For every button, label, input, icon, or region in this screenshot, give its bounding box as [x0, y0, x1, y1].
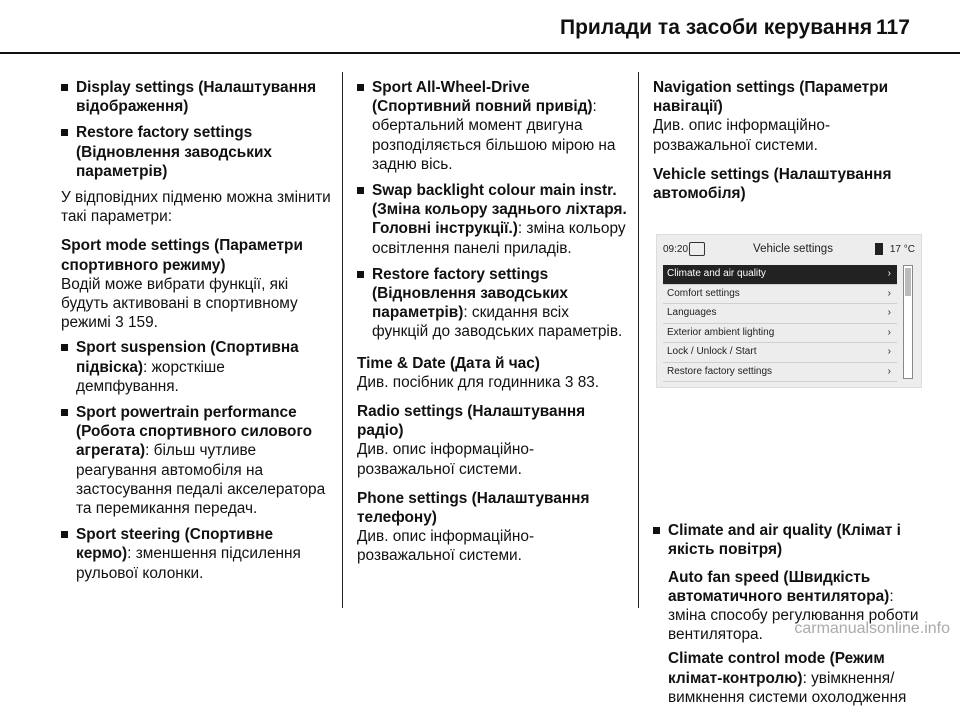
door-icon: [875, 243, 883, 255]
list-item: Sport powertrain performance (Робота спортивного силового агрегата): більш чутливе реагування автомобіля на застосування педалі акселератора та перемикання передач.: [61, 403, 331, 518]
vehicle-settings-screen: [656, 234, 922, 388]
temperature-text: 17 °C: [889, 243, 915, 255]
paragraph: Водій може вибрати функції, які будуть активовані в спортивному режимі 3 159.: [61, 275, 298, 332]
list-item: Sport suspension (Спортивна підвіска): жорсткіше демпфування.: [61, 338, 331, 396]
column-1: [61, 78, 331, 590]
sub-item: Auto fan speed (Швидкість автоматичного вентилятора): зміна способу регулювання роботи вентилятора.: [668, 568, 919, 644]
section-heading: Navigation settings (Параметри навігації): [653, 79, 889, 116]
column-divider: [342, 72, 343, 608]
column-divider: [638, 72, 639, 608]
section-heading: Radio settings (Налаштування радіо): [357, 403, 586, 440]
chevron-right-icon: ›: [887, 346, 891, 357]
column-3: [653, 78, 925, 714]
bullet-icon: [61, 84, 68, 91]
chevron-right-icon: ›: [887, 326, 891, 338]
menu-item-languages[interactable]: Languages ›: [663, 304, 897, 324]
chevron-right-icon: ›: [887, 307, 891, 318]
bullet-icon: [357, 187, 364, 194]
back-icon: [689, 242, 705, 256]
chevron-right-icon: ›: [887, 268, 891, 279]
section-heading: Phone settings (Налаштування телефону): [357, 489, 590, 527]
paragraph: Див. опис інформаційно-розважальної системи.: [653, 117, 831, 154]
menu-item-lock-unlock[interactable]: Lock / Unlock / Start ›: [663, 343, 897, 363]
list-item: Climate and air quality (Клімат і якість повітря) Auto fan speed (Швидкість автоматичного вентилятора): зміна способу регулювання роботи вентилятора. Climate control mode (Режим клімат-контролю): увімкнення/вимкнення системи охолодження: [653, 521, 925, 707]
screen-title: Vehicle settings: [753, 243, 833, 255]
list-item: Display settings (Налаштування відображення): [61, 78, 331, 116]
chevron-right-icon: ›: [887, 287, 891, 299]
paragraph: Див. опис інформаційно-розважальної системи.: [357, 528, 535, 565]
scrollbar-thumb[interactable]: [905, 268, 911, 296]
bullet-icon: [357, 271, 364, 278]
scrollbar[interactable]: [903, 265, 913, 379]
bullet-icon: [357, 84, 364, 91]
list-item: Restore factory settings (Відновлення заводських параметрів): [61, 123, 331, 181]
menu-item-exterior-lighting[interactable]: Exterior ambient lighting ›: [663, 324, 897, 344]
section-heading: Time & Date (Дата й час): [357, 354, 540, 372]
page-header-title: Прилади та засоби керування: [560, 16, 873, 39]
menu-item-comfort[interactable]: Comfort settings ›: [663, 285, 897, 305]
menu-item-climate[interactable]: Climate and air quality ›: [663, 265, 897, 285]
chevron-right-icon: ›: [887, 365, 891, 377]
paragraph: Див. посібник для годинника 3 83.: [357, 373, 600, 391]
screen-status-bar: [663, 241, 915, 257]
watermark: carmanualsonline.info: [794, 620, 950, 637]
sub-item: Climate control mode (Режим клімат-контролю): увімкнення/вимкнення системи охолодження: [668, 650, 907, 706]
bullet-icon: [61, 409, 68, 416]
bullet-icon: [653, 527, 660, 534]
header-rule: [0, 52, 960, 54]
page-ref-icon: 3: [564, 373, 574, 391]
section-heading: Vehicle settings (Налаштування автомобіля): [653, 165, 892, 203]
section-heading: Sport mode settings (Параметри спортивного режиму): [61, 237, 303, 274]
page-number: 117: [876, 16, 910, 39]
bullet-icon: [61, 531, 68, 538]
settings-menu: [663, 265, 897, 382]
paragraph: Див. опис інформаційно-розважальної системи.: [357, 441, 535, 478]
list-item: Swap backlight colour main instr. (Зміна кольору заднього ліхтаря. Головні інструкції.): зміна кольору освітлення панелі приладів.: [357, 181, 629, 258]
column-2: [357, 78, 629, 576]
list-item: Sport steering (Спортивне кермо): зменшення підсилення рульової колонки.: [61, 525, 331, 583]
bullet-icon: [61, 129, 68, 136]
bullet-icon: [61, 344, 68, 351]
menu-item-restore[interactable]: Restore factory settings ›: [663, 363, 897, 383]
list-item: Sport All-Wheel-Drive (Спортивний повний привід): обертальний момент двигуна розподіляється більшою мірою на задню вісь.: [357, 78, 629, 174]
intro-text: У відповідних підменю можна змінити такі параметри:: [61, 189, 331, 226]
page-ref-icon: 3: [115, 314, 124, 332]
list-item: Restore factory settings (Відновлення заводських параметрів): скидання всіх функцій до заводських параметрів.: [357, 265, 629, 342]
clock-text: 09:20: [663, 243, 689, 255]
